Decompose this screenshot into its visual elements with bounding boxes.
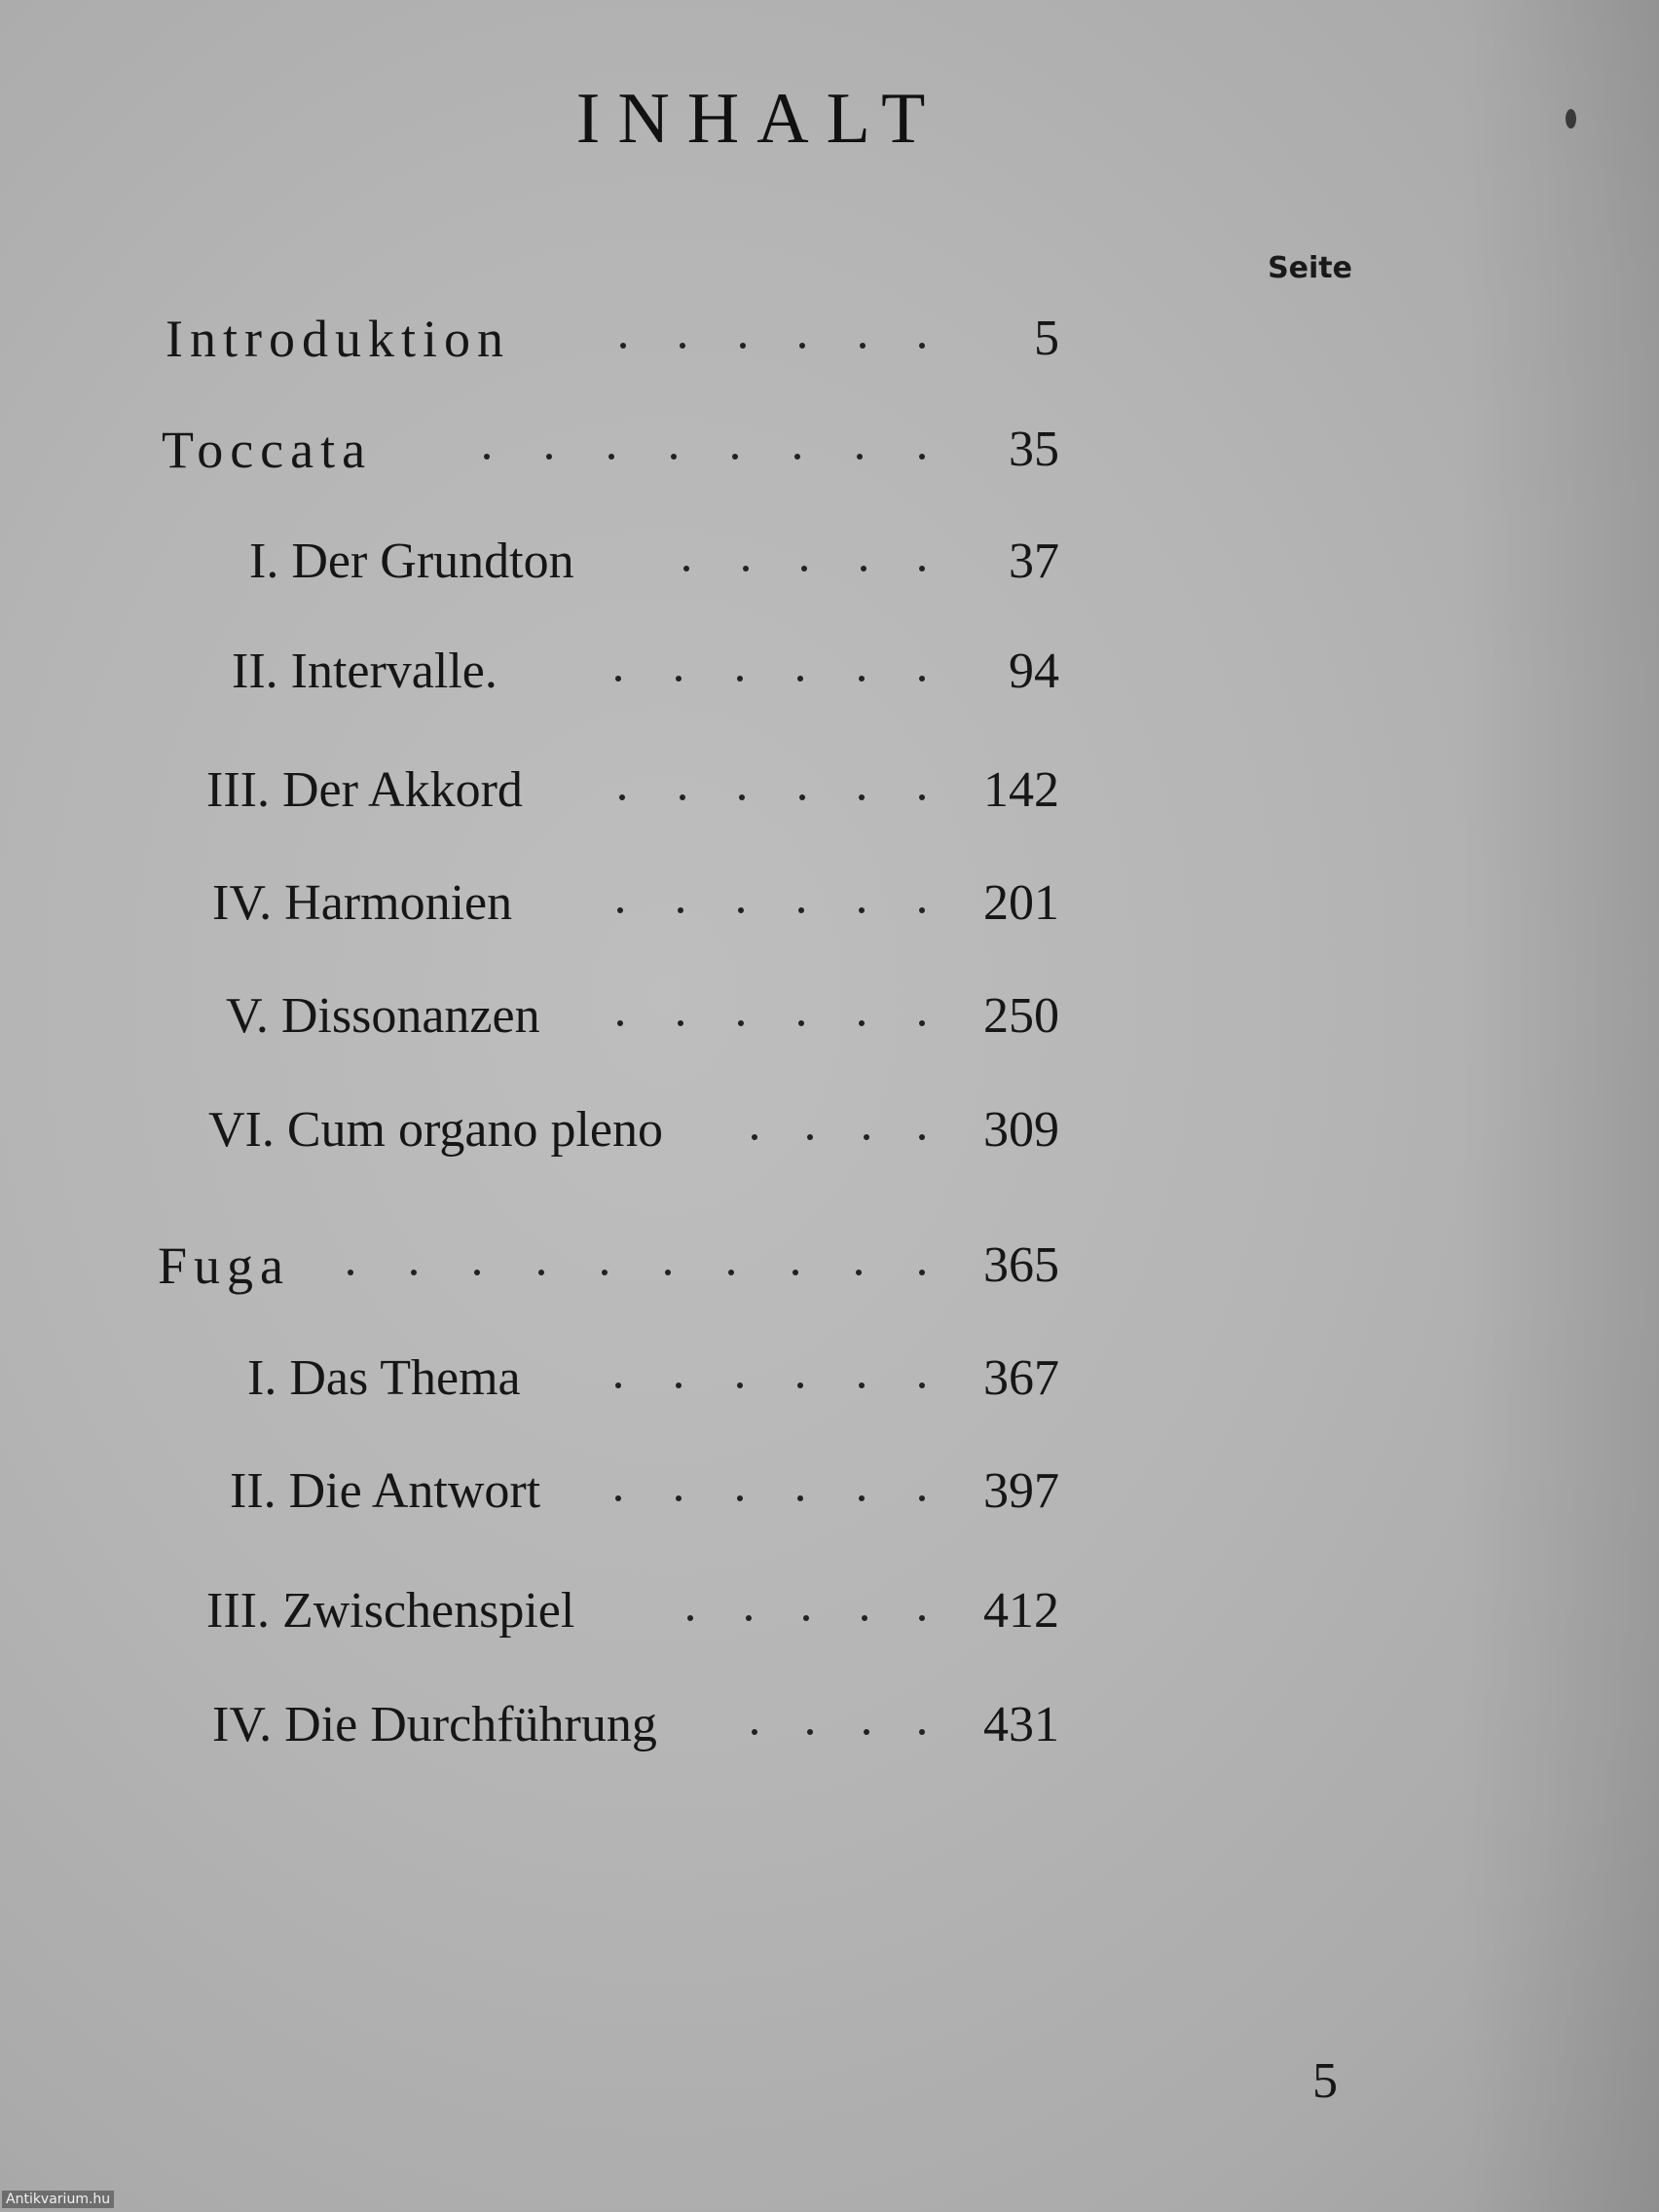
toc-entry-label: VI. Cum organo pleno (208, 1102, 663, 1158)
leader-dot (797, 1495, 803, 1501)
leader-dot (620, 343, 626, 349)
leader-dot (861, 566, 866, 571)
leader-dot (484, 454, 490, 460)
leader-dots (615, 638, 925, 706)
leader-dot (671, 454, 677, 460)
toc-entry-page: 250 (983, 988, 1059, 1044)
leader-dot (857, 454, 863, 460)
toc-entry-page: 365 (983, 1237, 1059, 1293)
leader-dots (617, 982, 925, 1051)
leader-dot (799, 343, 805, 349)
toc-entry (0, 1232, 1363, 1300)
leader-dot (798, 907, 804, 913)
leader-dot (743, 566, 749, 571)
toc-entry-page: 309 (983, 1102, 1059, 1158)
leader-dot (737, 1382, 743, 1388)
leader-dot (797, 676, 803, 682)
toc-entry (0, 756, 1363, 825)
leader-dot (860, 343, 866, 349)
toc-entry-page: 35 (1009, 422, 1059, 477)
toc-entry (0, 1457, 1363, 1526)
toc-entry (0, 869, 1363, 938)
toc-entry (0, 1345, 1363, 1413)
toc-entry-page: 431 (983, 1697, 1059, 1752)
leader-dots (615, 1457, 925, 1526)
leader-dots (615, 1345, 925, 1413)
leader-dot (683, 566, 689, 571)
leader-dots (619, 756, 925, 825)
leader-dot (615, 676, 621, 682)
leader-dot (732, 454, 738, 460)
toc-entry-label: Introduktion (166, 310, 510, 368)
leader-dot (801, 566, 807, 571)
leader-dots (620, 305, 925, 373)
leader-dot (678, 907, 683, 913)
leader-dot (738, 907, 744, 913)
page-column-header: Seite (1268, 251, 1352, 285)
leader-dot (864, 1729, 869, 1735)
toc-entry-label: III. Zwischenspiel (206, 1583, 575, 1639)
leader-dot (859, 1382, 865, 1388)
toc-entry-page: 201 (983, 875, 1059, 931)
leader-dot (807, 1729, 813, 1735)
leader-dot (680, 343, 685, 349)
toc-entry-label: Fuga (158, 1236, 290, 1295)
leader-dot (803, 1615, 809, 1621)
toc-entry-label: II. Die Antwort (230, 1463, 541, 1519)
leader-dot (619, 794, 625, 800)
leader-dot (739, 794, 745, 800)
page-title: INHALT (575, 79, 943, 159)
leader-dot (680, 794, 685, 800)
leader-dots (687, 1577, 925, 1645)
leader-dot (752, 1729, 757, 1735)
leader-dots (617, 869, 925, 938)
leader-dots (348, 1232, 925, 1300)
leader-dot (676, 676, 682, 682)
leader-dot (862, 1615, 867, 1621)
toc-entry (0, 638, 1363, 706)
leader-dot (737, 1495, 743, 1501)
toc-entry-page: 142 (983, 762, 1059, 818)
leader-dot (546, 454, 552, 460)
leader-dot (798, 1020, 804, 1026)
toc-entry (0, 416, 1363, 484)
leader-dot (752, 1134, 757, 1140)
toc-entry-label: IV. Harmonien (212, 875, 513, 931)
leader-dot (856, 1270, 862, 1275)
toc-entry-label: V. Dissonanzen (226, 988, 540, 1044)
watermark: Antikvarium.hu (2, 2191, 114, 2208)
toc-entry-page: 5 (1034, 311, 1059, 366)
toc-entry (0, 982, 1363, 1051)
leader-dot (728, 1270, 734, 1275)
toc-entry (0, 1096, 1363, 1164)
leader-dot (794, 454, 800, 460)
leader-dot (807, 1134, 813, 1140)
leader-dot (615, 1382, 621, 1388)
leader-dot (859, 794, 865, 800)
toc-entry (0, 305, 1363, 373)
leader-dot (687, 1615, 693, 1621)
leader-dot (538, 1270, 544, 1275)
toc-entry-page: 397 (983, 1463, 1059, 1519)
leader-dot (799, 794, 805, 800)
leader-dot (615, 1495, 621, 1501)
leader-dot (793, 1270, 798, 1275)
leader-dot (859, 1495, 865, 1501)
toc-entry-label: I. Das Thema (247, 1350, 521, 1406)
leader-dot (348, 1270, 353, 1275)
leader-dot (617, 1020, 623, 1026)
leader-dot (617, 907, 623, 913)
leader-dot (859, 907, 865, 913)
leader-dot (676, 1495, 682, 1501)
page-number: 5 (1312, 2053, 1338, 2109)
leader-dot (665, 1270, 671, 1275)
leader-dot (411, 1270, 417, 1275)
toc-entry (0, 528, 1363, 596)
leader-dot (602, 1270, 608, 1275)
leader-dot (474, 1270, 480, 1275)
toc-entry-label: Toccata (162, 421, 373, 479)
leader-dot (608, 454, 614, 460)
toc-entry-page: 412 (983, 1583, 1059, 1639)
leader-dot (864, 1134, 869, 1140)
toc-entry-label: III. Der Akkord (206, 762, 523, 818)
toc-entry-label: IV. Die Durchführung (212, 1697, 657, 1752)
leader-dots (752, 1691, 925, 1759)
leader-dot (740, 343, 746, 349)
toc-entry-page: 367 (983, 1350, 1059, 1406)
toc-entry-page: 94 (1009, 644, 1059, 699)
toc-entry (0, 1577, 1363, 1645)
leader-dot (859, 676, 865, 682)
toc-entry-page: 37 (1009, 534, 1059, 589)
leader-dot (746, 1615, 752, 1621)
toc-entry-label: I. Der Grundton (249, 534, 574, 589)
leader-dot (738, 1020, 744, 1026)
leader-dot (676, 1382, 682, 1388)
leader-dots (752, 1096, 925, 1164)
leader-dot (797, 1382, 803, 1388)
leader-dot (737, 676, 743, 682)
leader-dot (678, 1020, 683, 1026)
leader-dots (484, 416, 925, 484)
toc-entry-label: II. Intervalle. (232, 644, 498, 699)
leader-dots (683, 528, 925, 596)
leader-dot (859, 1020, 865, 1026)
toc-entry (0, 1691, 1363, 1759)
